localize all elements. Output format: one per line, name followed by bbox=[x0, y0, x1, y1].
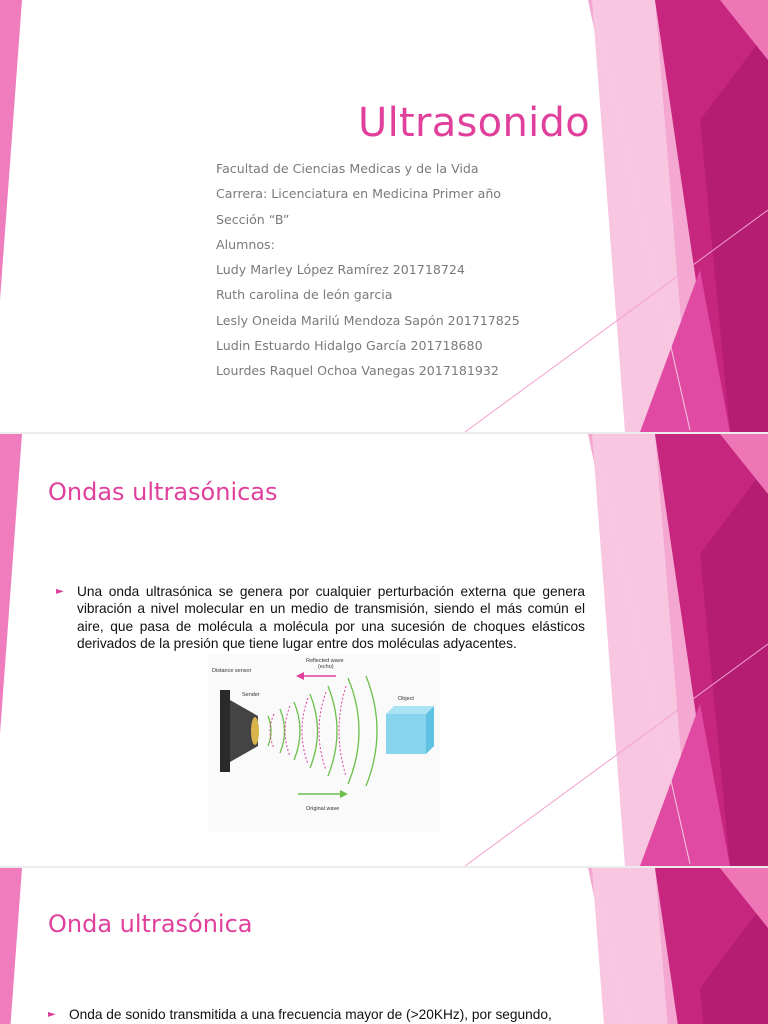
bullet-icon: ► bbox=[56, 586, 64, 597]
info-line: Ludin Estuardo Hidalgo García 201718680 bbox=[216, 338, 483, 354]
content-slide bbox=[0, 434, 768, 866]
slide-info bbox=[216, 156, 520, 384]
slide-decoration bbox=[0, 868, 768, 1024]
info-line: Facultad de Ciencias Medicas y de la Vida bbox=[216, 161, 479, 176]
original-wave-label: Original wave bbox=[306, 806, 340, 812]
info-line: Sección “B” bbox=[216, 211, 290, 227]
object-label: Object bbox=[398, 696, 414, 702]
slide-title: Ultrasonido bbox=[358, 100, 590, 146]
slide-heading: Ondas ultrasónicas bbox=[48, 478, 278, 506]
bullet-text: Onda de sonido transmitida a una frecuencia mayor de (>20KHz), por segundo, bbox=[69, 1007, 552, 1022]
bullet-icon: ► bbox=[48, 1009, 56, 1020]
info-line: Ruth carolina de león garcia bbox=[216, 287, 393, 303]
distance-sensor-label: Distance sensor bbox=[212, 668, 252, 674]
echo-label: (echo) bbox=[318, 664, 334, 670]
info-line: Lesly Oneida Marilú Mendoza Sapón 201717825 bbox=[216, 312, 520, 328]
object-cube bbox=[386, 714, 426, 754]
sender-label: Sender bbox=[242, 692, 260, 698]
reflected-wave-label: Reflected wave bbox=[306, 658, 344, 664]
ultrasound-diagram bbox=[208, 654, 440, 832]
slide-heading: Onda ultrasónica bbox=[48, 910, 253, 938]
info-line: Alumnos: bbox=[216, 236, 275, 252]
bullet-text: Una onda ultrasónica se genera por cualquier perturbación externa que genera vibración a nivel molecular en un medio de transmisión, siendo el más común el aire, que pasa de molécula a molécula por una sucesión de choques elásticos derivados de la presión que tiene lugar entre dos moléculas adyacentes. bbox=[77, 584, 585, 652]
info-line: Lourdes Raquel Ochoa Vanegas 2017181932 bbox=[216, 363, 499, 379]
info-line: Ludy Marley López Ramírez 201718724 bbox=[216, 262, 465, 278]
title-slide bbox=[0, 0, 768, 432]
info-line: Carrera: Licenciatura en Medicina Primer año bbox=[216, 186, 502, 202]
content-slide bbox=[0, 868, 768, 1024]
sensor-body bbox=[220, 690, 230, 772]
